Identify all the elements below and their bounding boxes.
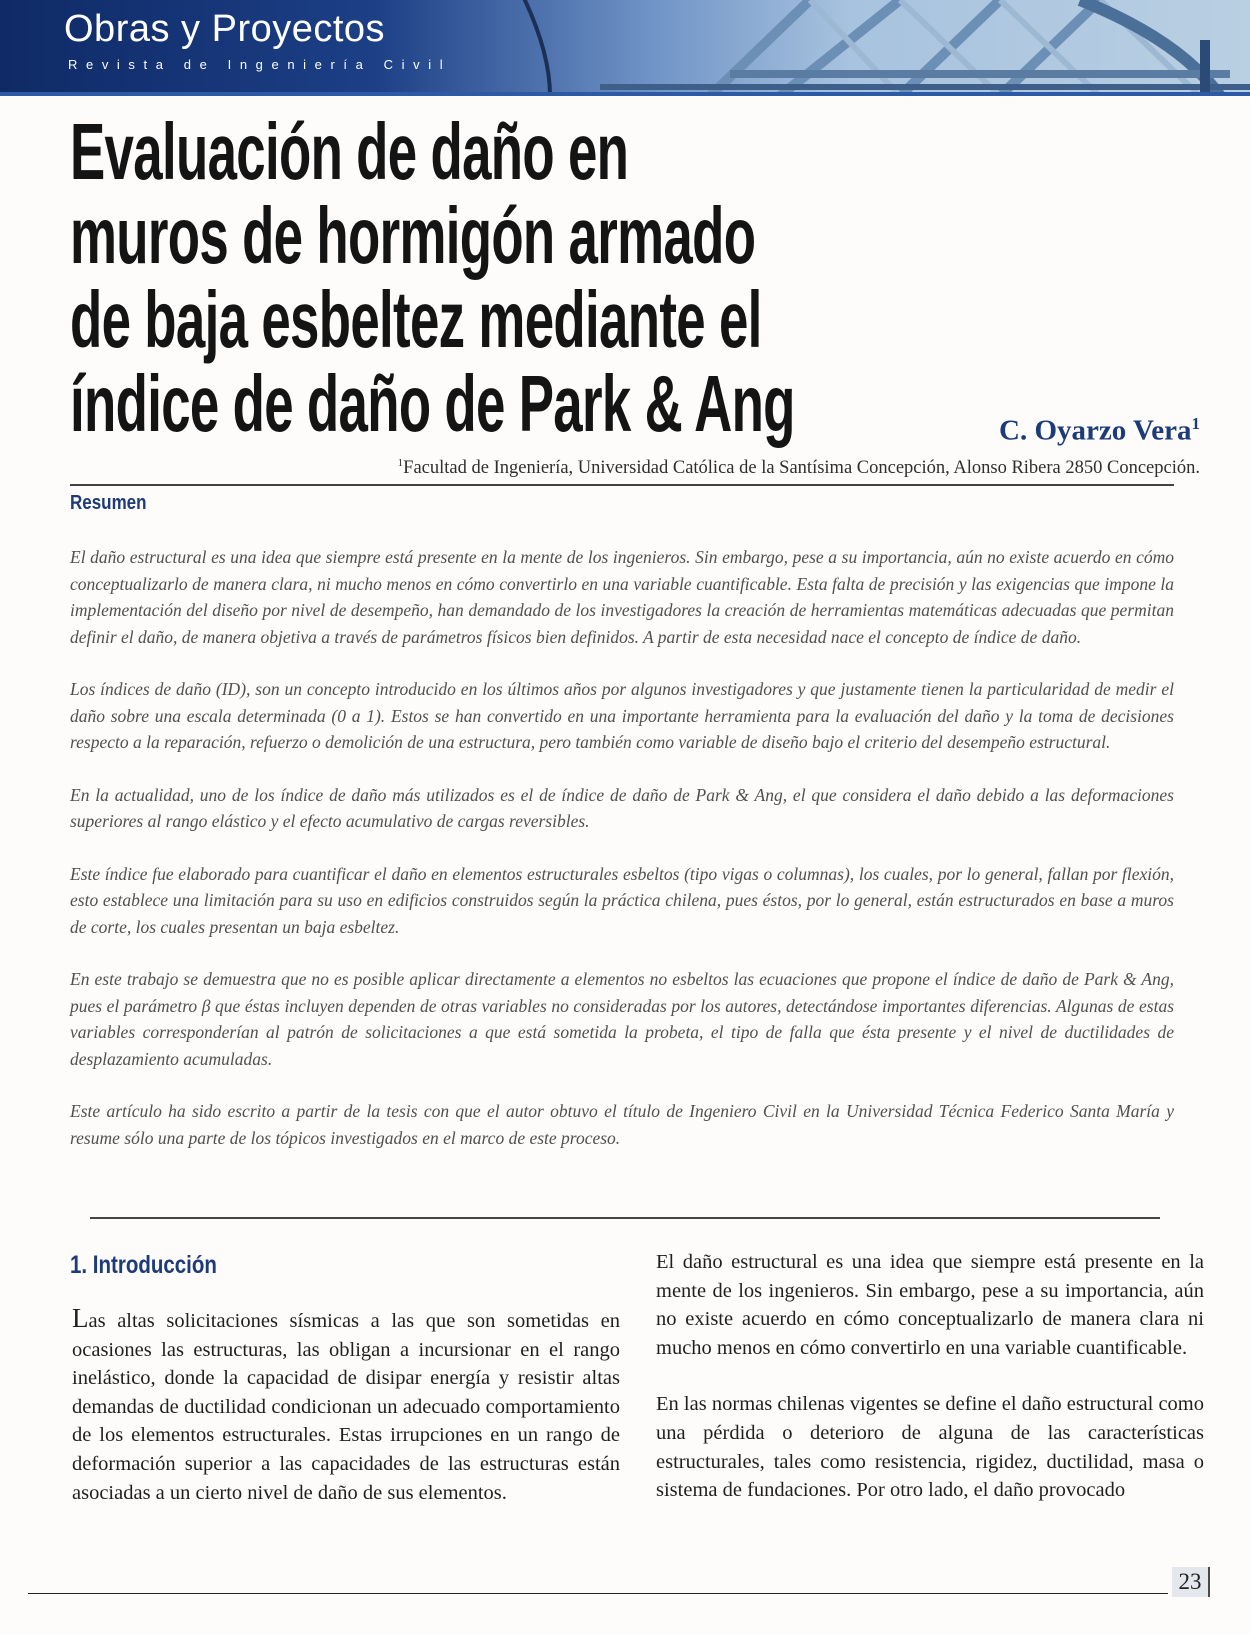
abstract bbox=[70, 544, 1174, 1177]
bridge-photo bbox=[480, 0, 1250, 96]
divider bbox=[70, 484, 1174, 486]
title-line: de baja esbeltez mediante el bbox=[70, 275, 762, 364]
body-paragraph: Las altas solicitaciones sísmicas a las que son sometidas en ocasiones las estructuras, las obligan a incursionar en el rango inelástico, donde la capacidad de disipar energía y resistir altas demandas de ductilidad condicionan un adecuado comportamiento de los elementos estructurales. Estas irrupciones en un rango de deformación superior a las capacidades de las estructuras están asociadas a un cierto nivel de daño de sus elementos. bbox=[72, 1303, 620, 1504]
body-column-right bbox=[656, 1248, 1204, 1533]
banner-divider bbox=[0, 92, 1250, 96]
affiliation-footnote-mark: 1 bbox=[397, 457, 404, 469]
page-number: 23 bbox=[1172, 1567, 1210, 1597]
abstract-paragraph: En este trabajo se demuestra que no es posible aplicar directamente a elementos no esbeltos las ecuaciones que propone el índice de daño de Park & Ang, pues el parámetro β que éstas incluyen dependen de otras variables no consideradas por los autores, detectándose importantes diferencias. Algunas de estas variables corresponderían al patrón de solicitaciones a que está sometida la probeta, el tipo de falla que ésta presente y el nivel de ductilidades de desplazamiento acumuladas. bbox=[70, 969, 1174, 1069]
author-footnote-mark: 1 bbox=[1191, 414, 1200, 433]
footer-rule bbox=[28, 1593, 1168, 1594]
abstract-heading: Resumen bbox=[70, 492, 147, 514]
journal-banner bbox=[0, 0, 1250, 96]
abstract-paragraph: En la actualidad, uno de los índice de daño más utilizados es el de índice de daño de Park & Ang, el que considera el daño debido a las deformaciones superiores al rango elástico y el efecto acumulativo de cargas reversibles. bbox=[70, 784, 1174, 831]
article-title bbox=[70, 107, 795, 448]
body-column-left bbox=[72, 1304, 620, 1507]
title-line: muros de hormigón armado bbox=[70, 191, 756, 280]
author-affiliation: $^1$Facultad de Ingeniería, Universidad Católica de la Santísima Concepción, Alonso Ribera 2850 Concepción. bbox=[397, 457, 1200, 479]
abstract-paragraph: Los índices de daño (ID), son un concepto introducido en los últimos años por algunos investigadores y que justamente tienen la particularidad de medir el daño sobre una escala determinada (0 a 1). Estos se han convertido en una importante herramienta para la evaluación del daño y la toma de decisiones respecto a la reparación, refuerzo o demolición de una estructura, pero también como variable de diseño bajo el criterio del desempeño estructural. bbox=[70, 679, 1174, 752]
abstract-paragraph: Este índice fue elaborado para cuantificar el daño en elementos estructurales esbeltos (tipo vigas o columnas), los cuales, por lo general, fallan por flexión, esto establece una limitación para su uso en edificios construidos según la práctica chilena, pues éstos, por lo general, están estructurados en base a muros de corte, los cuales presentan un baja esbeltez. bbox=[70, 863, 1174, 937]
body-paragraph: El daño estructural es una idea que siempre está presente en la mente de los ingenieros. Sin embargo, pese a su importancia, aún no existe acuerdo en cómo conceptualizarlo de manera clara ni mucho menos en cómo convertirlo en una variable cuantificable. bbox=[656, 1251, 1204, 1359]
journal-subtitle: Revista de Ingeniería Civil bbox=[68, 57, 452, 72]
divider bbox=[90, 1217, 1160, 1219]
drop-cap: L bbox=[72, 1303, 89, 1333]
title-line: índice de daño de Park & Ang bbox=[70, 359, 795, 448]
body-paragraph: En las normas chilenas vigentes se define el daño estructural como una pérdida o deterioro de alguna de las características estructurales, tales como resistencia, rigidez, ductilidad, masa o sistema de fundaciones. Por otro lado, el daño provocado bbox=[656, 1393, 1204, 1502]
author-name: C. Oyarzo Vera$^1$ bbox=[999, 414, 1200, 447]
title-line: Evaluación de daño en bbox=[70, 107, 629, 196]
journal-title: Obras y Proyectos bbox=[64, 8, 386, 50]
abstract-paragraph: Este artículo ha sido escrito a partir de la tesis con que el autor obtuvo el título de Ingeniero Civil en la Universidad Técnica Federico Santa María y resume sólo una parte de los tópicos investigados en el marco de este proceso. bbox=[70, 1101, 1174, 1148]
abstract-paragraph: El daño estructural es una idea que siempre está presente en la mente de los ingenieros. Sin embargo, pese a su importancia, aún no existe acuerdo en cómo conceptualizarlo de manera clara, ni mucho menos en cómo convertirlo en una variable cuantificable. Esta falta de precisión y las exigencias que impone la implementación del diseño por nivel de desempeño, han demandado de los investigadores la creación de herramientas matemáticas adecuadas que permitan definir el daño, de manera objetiva a través de parámetros físicos bien definidos. A partir de esta necesidad nace el concepto de índice de daño. bbox=[70, 547, 1174, 647]
section-heading: 1. Introducción bbox=[70, 1251, 217, 1279]
